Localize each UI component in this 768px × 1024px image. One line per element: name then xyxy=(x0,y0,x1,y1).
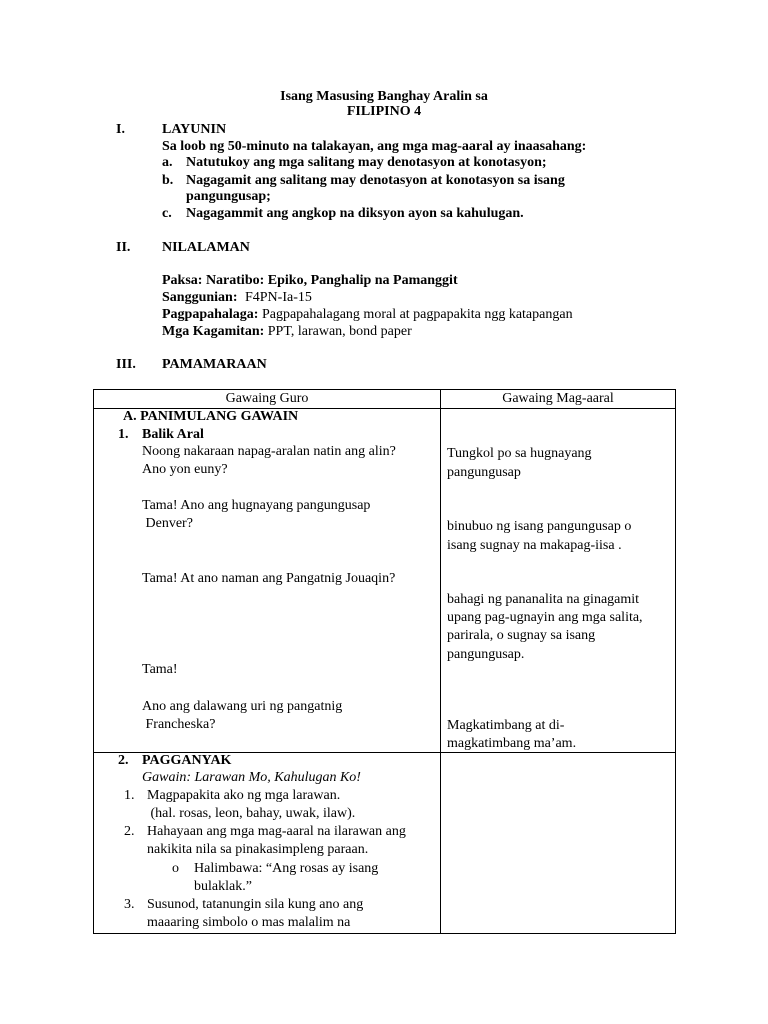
sagot-line-6: upang pag-ugnayin ang mga salita, xyxy=(447,610,643,625)
objective-c-text: Nagagammit ang angkop na diksyon ayon sa kahulugan. xyxy=(186,206,524,221)
row1-section-title: A. PANIMULANG GAWAIN xyxy=(123,409,299,424)
sagot-line-4: isang sugnay na makapag-iisa . xyxy=(447,538,622,553)
table-row xyxy=(94,753,676,934)
section-1-intro: Sa loob ng 50-minuto na talakayan, ang mga mag-aaral ay inaasahang: xyxy=(162,139,587,154)
sagot-line-2: pangungusap xyxy=(447,465,521,480)
guro-line-8: Francheska? xyxy=(142,717,216,732)
title-line-1: Isang Masusing Banghay Aralin sa xyxy=(280,89,488,104)
pagpapahalaga-value: Pagpapahalagang moral at pagpapakita ngg katapangan xyxy=(261,307,573,322)
row1-guro-cell xyxy=(94,409,441,753)
step-1-line-1: Magpapakita ako ng mga larawan. xyxy=(147,788,341,803)
guro-line-4: Denver? xyxy=(142,516,193,531)
header-mag-aaral: Gawaing Mag-aaral xyxy=(502,391,614,406)
step-1-line-2: (hal. rosas, leon, bahay, uwak, ilaw). xyxy=(147,806,356,821)
row1-sub-title: Balik Aral xyxy=(142,427,204,442)
pagpapahalaga-line xyxy=(162,307,573,323)
step-3-line-2: maaaring simbolo o mas malalim na xyxy=(147,915,351,930)
row2-sub-title: PAGGANYAK xyxy=(142,753,232,768)
header-guro: Gawaing Guro xyxy=(225,391,309,406)
example-line-1: Halimbawa: “Ang rosas ay isang xyxy=(194,861,379,876)
objective-a-text: Natutukoy ang mga salitang may denotasyon at konotasyon; xyxy=(186,155,547,170)
pagpapahalaga-label: Pagpapahalaga: xyxy=(162,307,259,322)
sagot-line-9: Magkatimbang at di- xyxy=(447,718,565,733)
sagot-line-3: binubuo ng isang pangungusap o xyxy=(447,519,632,534)
row2-sub-number: 2. xyxy=(118,753,129,768)
row1-mag-aaral-cell xyxy=(441,409,676,753)
sanggunian-label: Sanggunian: xyxy=(162,290,238,305)
example-bullet: o xyxy=(172,861,179,876)
step-1-number: 1. xyxy=(124,788,135,803)
sanggunian-line xyxy=(162,290,312,306)
kagamitan-line xyxy=(162,324,412,340)
objective-b-text: Nagagamit ang salitang may denotasyon at konotasyon sa isang xyxy=(186,173,565,188)
title-line-2: FILIPINO 4 xyxy=(346,104,422,119)
guro-line-1: Noong nakaraan napag-aralan natin ang alin? xyxy=(142,444,396,459)
row2-mag-aaral-cell xyxy=(441,753,676,934)
table-header-row xyxy=(94,390,676,409)
lesson-plan-table xyxy=(93,389,676,934)
guro-line-2: Ano yon euny? xyxy=(142,462,228,477)
step-2-line-1: Hahayaan ang mga mag-aaral na ilarawan ang xyxy=(147,824,406,839)
guro-line-5: Tama! At ano naman ang Pangatnig Jouaqin? xyxy=(142,571,396,586)
section-2-heading: NILALAMAN xyxy=(162,240,250,255)
kagamitan-label: Mga Kagamitan: xyxy=(162,324,265,339)
row2-gawain: Gawain: Larawan Mo, Kahulugan Ko! xyxy=(142,770,361,785)
kagamitan-value: PPT, larawan, bond paper xyxy=(267,324,412,339)
step-2-number: 2. xyxy=(124,824,135,839)
step-2-line-2: nakikita nila sa pinakasimpleng paraan. xyxy=(147,842,369,857)
header-cell-guro xyxy=(94,390,441,409)
step-3-number: 3. xyxy=(124,897,135,912)
guro-line-6: Tama! xyxy=(142,662,178,677)
step-3-line-1: Susunod, tatanungin sila kung ano ang xyxy=(147,897,364,912)
sagot-line-8: pangungusap. xyxy=(447,647,525,662)
section-3-numeral: III. xyxy=(116,357,136,372)
sagot-line-1: Tungkol po sa hugnayang xyxy=(447,446,592,461)
section-1-numeral: I. xyxy=(116,122,125,137)
sanggunian-value: F4PN-Ia-15 xyxy=(244,290,312,305)
row2-guro-cell xyxy=(94,753,441,934)
section-2-numeral: II. xyxy=(116,240,131,255)
sagot-line-10: magkatimbang ma’am. xyxy=(447,736,577,751)
sagot-line-5: bahagi ng pananalita na ginagamit xyxy=(447,592,640,607)
objective-b-cont: pangungusap; xyxy=(186,189,271,204)
sagot-line-7: parirala, o sugnay sa isang xyxy=(447,628,596,643)
objective-b-marker: b. xyxy=(162,173,174,188)
paksa-line: Paksa: Naratibo: Epiko, Panghalip na Pamanggit xyxy=(162,273,458,288)
example-line-2: bulaklak.” xyxy=(194,879,252,894)
objective-a-marker: a. xyxy=(162,155,173,170)
section-1-heading: LAYUNIN xyxy=(162,122,227,137)
table-row xyxy=(94,409,676,753)
guro-line-7: Ano ang dalawang uri ng pangatnig xyxy=(142,699,343,714)
section-3-heading: PAMAMARAAN xyxy=(162,357,267,372)
row1-sub-number: 1. xyxy=(118,427,129,442)
objective-c-marker: c. xyxy=(162,206,172,221)
guro-line-3: Tama! Ano ang hugnayang pangungusap xyxy=(142,498,371,513)
page-title xyxy=(0,89,768,120)
header-cell-mag-aaral xyxy=(441,390,676,409)
